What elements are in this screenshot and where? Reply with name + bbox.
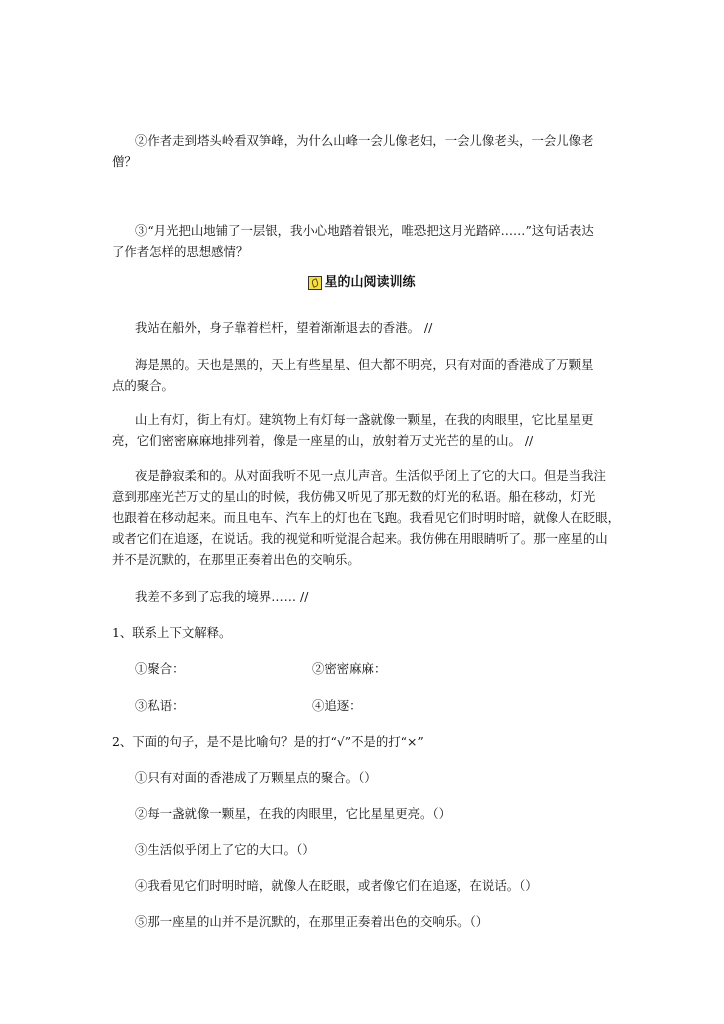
passage-paragraph-4-line-5: 并不是沉默的，在那里正奏着出色的交响乐。 (112, 552, 360, 567)
passage-paragraph-5: 我差不多到了忘我的境界…… // (135, 589, 309, 604)
passage-paragraph-1: 我站在船外，身子靠着栏杆，望着渐渐退去的香港。 // (135, 320, 433, 335)
passage-paragraph-3-line-2: 亮，它们密密麻麻地排列着，像是一座星的山，放射着万丈光芒的星的山。 // (112, 433, 534, 448)
section-title-text: 星的山阅读训练 (324, 275, 416, 290)
question-3-line-2: 了作者怎样的思想感情？ (112, 244, 249, 259)
question-2-line-2: 僧？ (112, 154, 137, 169)
book-icon (308, 276, 322, 290)
passage-paragraph-4-line-4: 或者它们在追逐，在说话。我的视觉和听觉混合起来。我仿佛在用眼睛听了。那一座星的山 (112, 531, 608, 546)
passage-paragraph-2-line-2: 点的聚合。 (112, 378, 174, 393)
exercise-2-sentence-2: ②每一盏就像一颗星，在我的肉眼里，它比星星更亮。（） (135, 806, 451, 821)
passage-paragraph-4-line-2: 意到那座光芒万丈的星山的时候，我仿佛又听见了那无数的灯光的私语。船在移动，灯光 (112, 489, 596, 504)
exercise-1-item-b: ②密密麻麻： (312, 661, 387, 676)
exercise-1-item-c: ③私语： (135, 698, 185, 713)
exercise-2-sentence-1: ①只有对面的香港成了万颗星点的聚合。（） (135, 770, 377, 785)
exercise-2-sentence-4: ④我看见它们时明时暗，就像人在眨眼，或者像它们在追逐，在说话。（） (135, 878, 538, 893)
exercise-2-title: 2、下面的句子，是不是比喻句？是的打“√”不是的打“×” (112, 734, 424, 749)
passage-paragraph-3-line-1: 山上有灯，街上有灯。建筑物上有灯每一盏就像一颗星，在我的肉眼里，它比星星更 (135, 412, 594, 427)
exercise-2-sentence-5: ⑤那一座星的山并不是沉默的，在那里正奏着出色的交响乐。（） (135, 914, 489, 929)
exercise-1-item-a: ①聚合： (135, 661, 185, 676)
question-2-line-1: ②作者走到塔头岭看双笋峰，为什么山峰一会儿像老妇，一会儿像老头，一会儿像老 (135, 133, 594, 148)
passage-paragraph-4-line-3: 也跟着在移动起来。而且电车、汽车上的灯也在飞跑。我看见它们时明时暗，就像人在眨眼， (112, 510, 621, 525)
section-title (0, 273, 724, 297)
exercise-1-item-d: ④追逐： (312, 698, 362, 713)
passage-paragraph-4-line-1: 夜是静寂柔和的。从对面我听不见一点儿声音。生活似乎闭上了它的大口。但是当我注 (135, 468, 606, 483)
question-3-line-1: ③“月光把山地铺了一层银，我小心地踏着银光，唯恐把这月光踏碎……”这句话表达 (135, 223, 594, 238)
passage-paragraph-2-line-1: 海是黑的。天也是黑的，天上有些星星、但大都不明亮，只有对面的香港成了万颗星 (135, 357, 594, 372)
exercise-1-title: 1、联系上下文解释。 (112, 625, 232, 640)
exercise-2-sentence-3: ③生活似乎闭上了它的大口。（） (135, 842, 315, 857)
